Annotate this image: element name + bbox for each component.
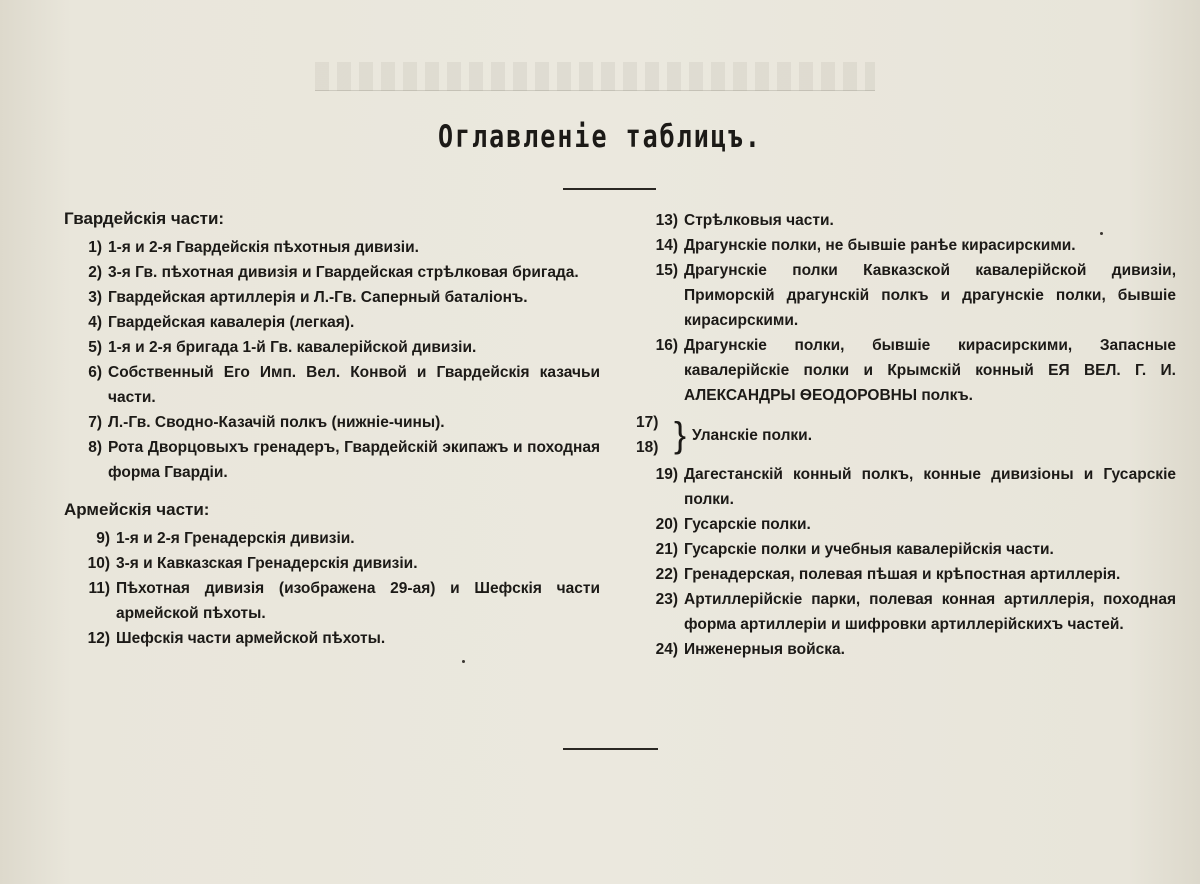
list-item: 23) Артиллерійскіе парки, полевая конная артиллерія, походная форма артиллеріи и шифровки артиллерійскихъ частей.	[655, 591, 1176, 633]
list-item: 7) Л.-Гв. Сводно-Казачій полкъ (нижніе-чины).	[88, 414, 445, 431]
left-column	[60, 206, 600, 651]
lancers-text: Уланскіе полки.	[692, 426, 813, 444]
bottom-rule	[563, 748, 658, 750]
lancers-numbers: 17) 18)	[636, 414, 659, 456]
guards-list	[60, 235, 600, 485]
list-item: 4) Гвардейская кавалерія (легкая).	[88, 314, 355, 331]
list-item: 1) 1-я и 2-я Гвардейскія пѣхотныя дивизіи.	[88, 239, 419, 256]
list-item: 9) 1-я и 2-я Гренадерскія дивизіи.	[96, 530, 355, 547]
list-item: 15) Драгунскіе полки Кавказской кавалерійской дивизіи, Приморскій драгунскій полкъ и драгунскіе полки, бывшіе кирасирскими.	[655, 262, 1176, 329]
list-item: 6) Собственный Его Имп. Вел. Конвой и Гвардейскія казачьи части.	[88, 364, 600, 406]
page-title: Оглавленіе таблицъ.	[438, 118, 762, 155]
army-heading: Армейскія части:	[64, 500, 210, 519]
list-item: 16) Драгунскіе полки, бывшіе кирасирскими, Запасные кавалерійскіе полки и Крымскій конный ЕЯ ВЕЛ. Г. И. АЛЕКСАНДРЫ ѲЕОДОРОВНЫ полкъ.	[655, 337, 1176, 404]
list-item: 13) Стрѣлковыя части.	[655, 212, 834, 229]
curly-brace: }	[674, 414, 687, 455]
army-list	[60, 526, 600, 651]
list-item: 2) 3-я Гв. пѣхотная дивизія и Гвардейская стрѣлковая бригада.	[88, 264, 579, 281]
list-item: 21) Гусарскіе полки и учебныя кавалерійскія части.	[655, 541, 1054, 558]
list-item: 22) Гренадерская, полевая пѣшая и крѣпостная артиллерія.	[655, 566, 1121, 583]
list-item: 12) Шефскія части армейской пѣхоты.	[87, 630, 386, 647]
title-rule	[563, 188, 656, 190]
list-item: 24) Инженерныя войска.	[655, 641, 845, 658]
list-item: 8) Рота Дворцовыхъ гренадеръ, Гвардейскій экипажъ и походная форма Гвардіи.	[88, 439, 600, 481]
lancers-item	[636, 410, 1176, 460]
ink-speck	[1100, 232, 1103, 235]
ink-speck	[462, 660, 465, 663]
list-item: 3) Гвардейская артиллерія и Л.-Гв. Саперный баталіонъ.	[88, 289, 528, 306]
list-item: 5) 1-я и 2-я бригада 1-й Гв. кавалерійской дивизіи.	[88, 339, 477, 356]
list-item: 20) Гусарскіе полки.	[655, 516, 811, 533]
list-item: 14) Драгунскіе полки, не бывшіе ранѣе кирасирскими.	[655, 237, 1076, 254]
bleed-through-header	[315, 62, 875, 91]
list-item: 11) Пѣхотная дивизія (изображена 29-ая) и Шефскія части армейской пѣхоты.	[88, 580, 600, 622]
list-item: 19) Дагестанскій конный полкъ, конные дивизіоны и Гусарскіе полки.	[655, 466, 1176, 508]
right-column	[636, 208, 1176, 662]
guards-heading: Гвардейскія части:	[64, 209, 225, 228]
list-item: 10) 3-я и Кавказская Гренадерскія дивизіи.	[87, 555, 418, 572]
